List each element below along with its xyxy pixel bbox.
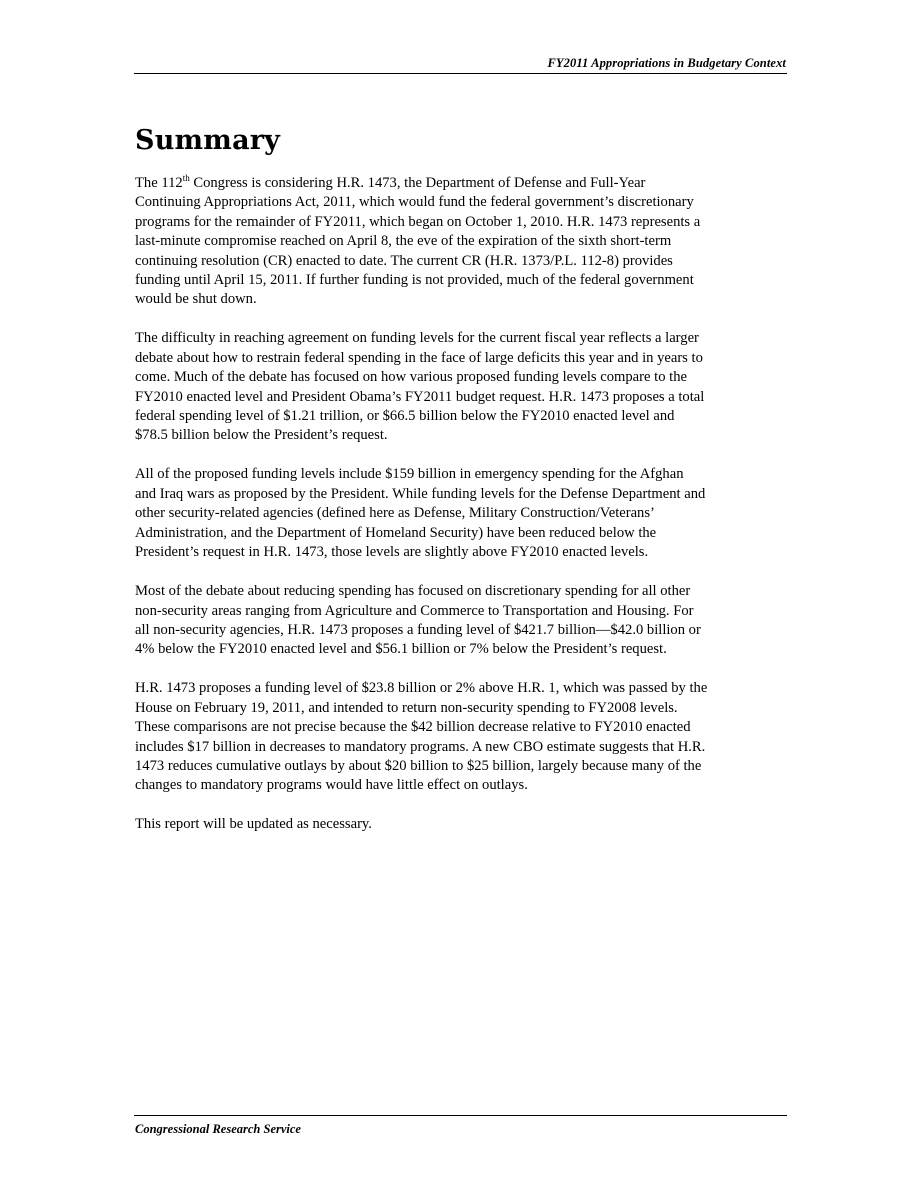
paragraph bbox=[135, 815, 790, 834]
text-line: all non-security agencies, H.R. 1473 proposes a funding level of $421.7 billion—$42.0 billion or bbox=[135, 621, 701, 638]
summary-body bbox=[135, 174, 790, 854]
paragraph bbox=[135, 679, 790, 795]
page-header bbox=[134, 56, 787, 74]
paragraph bbox=[135, 329, 790, 445]
text-segment: The 112 bbox=[135, 175, 183, 191]
paragraph bbox=[135, 582, 790, 660]
text-line: programs for the remainder of FY2011, which began on October 1, 2010. H.R. 1473 represents a bbox=[135, 213, 701, 230]
footer-organization: Congressional Research Service bbox=[135, 1122, 301, 1136]
text-line: Continuing Appropriations Act, 2011, which would fund the federal government’s discretionary bbox=[135, 194, 694, 211]
text-line: funding until April 15, 2011. If further funding is not provided, much of the federal government bbox=[135, 272, 694, 289]
page-title: Summary bbox=[135, 125, 281, 156]
text-line: FY2010 enacted level and President Obama’s FY2011 budget request. H.R. 1473 proposes a total bbox=[135, 388, 705, 405]
text-line: federal spending level of $1.21 trillion, or $66.5 billion below the FY2010 enacted level and bbox=[135, 408, 675, 425]
text-line: House on February 19, 2011, and intended to return non-security spending to FY2008 levels. bbox=[135, 699, 678, 716]
page-footer bbox=[134, 1115, 787, 1136]
text-line: changes to mandatory programs would have little effect on outlays. bbox=[135, 777, 528, 794]
text-line: other security-related agencies (defined here as Defense, Military Construction/Veterans’ bbox=[135, 505, 655, 522]
text-line: continuing resolution (CR) enacted to date. The current CR (H.R. 1373/P.L. 112-8) provides bbox=[135, 252, 673, 269]
text-line: includes $17 billion in decreases to mandatory programs. A new CBO estimate suggests that H.R. bbox=[135, 738, 706, 755]
text-line: H.R. 1473 proposes a funding level of $23.8 billion or 2% above H.R. 1, which was passed by the bbox=[135, 680, 708, 697]
text-line: The difficulty in reaching agreement on funding levels for the current fiscal year reflects a larger bbox=[135, 330, 699, 347]
text-line: All of the proposed funding levels include $159 billion in emergency spending for the Afghan bbox=[135, 466, 684, 483]
text-line: This report will be updated as necessary. bbox=[135, 816, 372, 833]
text-line: Most of the debate about reducing spending has focused on discretionary spending for all other bbox=[135, 583, 691, 600]
superscript: th bbox=[182, 173, 190, 183]
text-line: Administration, and the Department of Homeland Security) have been reduced below the bbox=[135, 524, 657, 541]
text-line bbox=[135, 174, 790, 193]
text-line: 4% below the FY2010 enacted level and $56.1 billion or 7% below the President’s request. bbox=[135, 641, 667, 658]
text-line: and Iraq wars as proposed by the President. While funding levels for the Defense Department and bbox=[135, 485, 706, 502]
text-line: come. Much of the debate has focused on how various proposed funding levels compare to the bbox=[135, 369, 687, 386]
running-header-title: FY2011 Appropriations in Budgetary Context bbox=[547, 56, 786, 70]
text-line: These comparisons are not precise because the $42 billion decrease relative to FY2010 enacted bbox=[135, 719, 691, 736]
paragraph bbox=[135, 174, 790, 310]
paragraph bbox=[135, 465, 790, 562]
text-line: debate about how to restrain federal spending in the face of large deficits this year and in years to bbox=[135, 349, 703, 366]
text-line: last-minute compromise reached on April 8, the eve of the expiration of the sixth short-term bbox=[135, 233, 672, 250]
text-line: non-security areas ranging from Agriculture and Commerce to Transportation and Housing. For bbox=[135, 602, 694, 619]
text-line: would be shut down. bbox=[135, 291, 257, 308]
text-segment: Congress is considering H.R. 1473, the Department of Defense and Full-Year bbox=[189, 175, 646, 191]
text-line: President’s request in H.R. 1473, those levels are slightly above FY2010 enacted levels. bbox=[135, 544, 649, 561]
text-line: 1473 reduces cumulative outlays by about $20 billion to $25 billion, largely because many of the bbox=[135, 757, 702, 774]
text-line: $78.5 billion below the President’s request. bbox=[135, 427, 388, 444]
